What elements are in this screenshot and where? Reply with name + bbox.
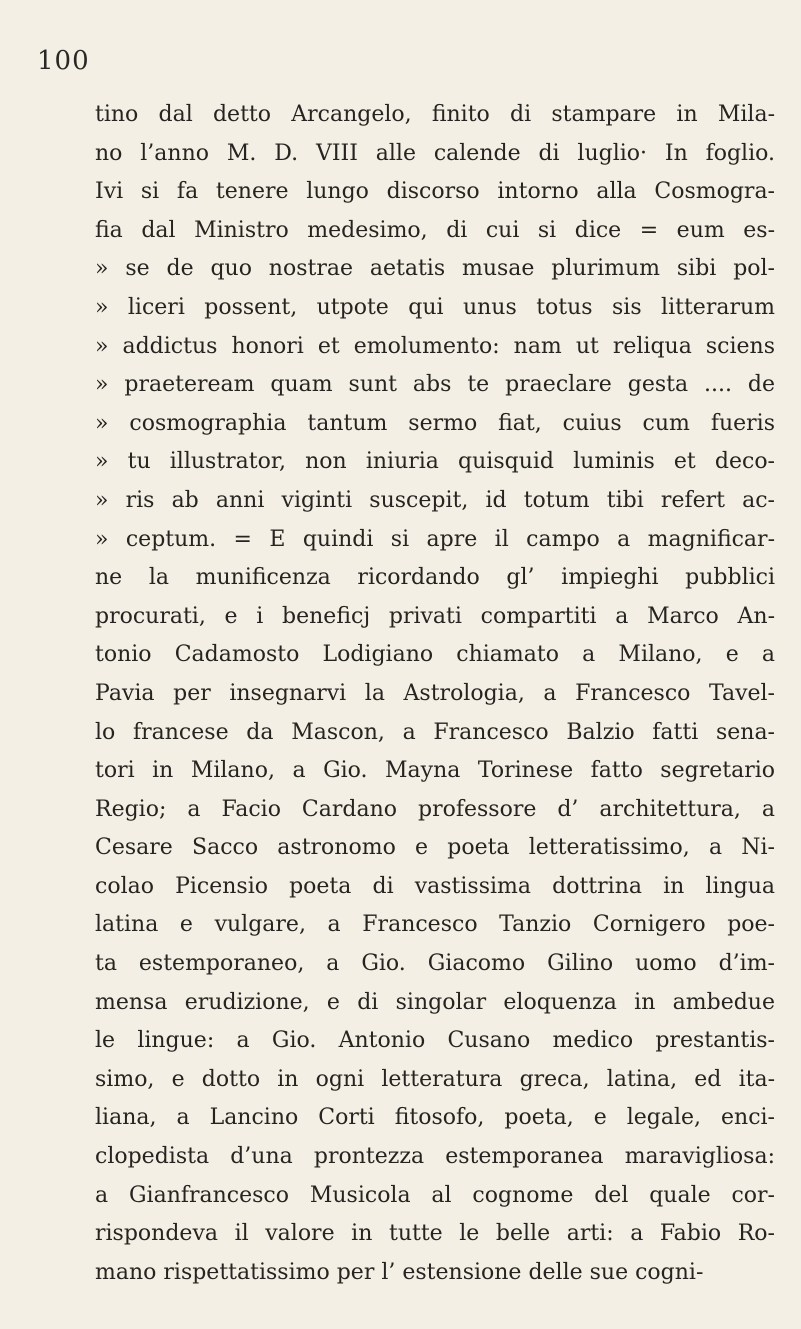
text-line: no l’anno M. D. VIII alle calende di luglio· In foglio. <box>95 140 775 166</box>
text-line: mano rispettatissimo per l’ estensione delle sue cogni- <box>95 1259 704 1285</box>
text-line: colao Picensio poeta di vastissima dottrina in lingua <box>95 873 775 899</box>
text-line: lo francese da Mascon, a Francesco Balzio fatti sena- <box>95 719 775 745</box>
text-line: procurati, e i beneficj privati compartiti a Marco An- <box>95 603 775 629</box>
text-line: a Gianfrancesco Musicola al cognome del quale cor- <box>95 1182 775 1208</box>
text-line: » ris ab anni viginti suscepit, id totum tibi refert ac- <box>95 487 775 513</box>
text-line: » tu illustrator, non iniuria quisquid luminis et deco- <box>95 449 775 475</box>
text-line: mensa erudizione, e di singolar eloquenza in ambedue <box>95 989 775 1015</box>
text-line: » se de quo nostrae aetatis musae plurimum sibi pol- <box>95 256 775 282</box>
text-line: tonio Cadamosto Lodigiano chiamato a Milano, e a <box>95 642 775 668</box>
text-line: » ceptum. = E quindi si apre il campo a magnificar- <box>95 526 775 552</box>
text-line: rispondeva il valore in tutte le belle arti: a Fabio Ro- <box>95 1221 775 1247</box>
text-line: » liceri possent, utpote qui unus totus sis litterarum <box>95 294 775 320</box>
text-line: le lingue: a Gio. Antonio Cusano medico prestantis- <box>95 1028 775 1054</box>
text-line: ta estemporaneo, a Gio. Giacomo Gilino uomo d’im- <box>95 951 775 977</box>
text-line: liana, a Lancino Corti fitosofo, poeta, e legale, enci- <box>95 1105 775 1131</box>
page-number: 100 <box>37 46 90 76</box>
text-line: » cosmographia tantum sermo fiat, cuius cum fueris <box>95 410 775 436</box>
text-line: Regio; a Facio Cardano professore d’ architettura, a <box>95 796 775 822</box>
text-line: » addictus honori et emolumento: nam ut reliqua sciens <box>95 333 775 359</box>
text-line: tino dal detto Arcangelo, finito di stampare in Mila- <box>95 102 775 127</box>
text-line: clopedista d’una prontezza estemporanea maravigliosa: <box>95 1144 775 1170</box>
text-line: Pavia per insegnarvi la Astrologia, a Francesco Tavel- <box>95 680 775 706</box>
text-line: Cesare Sacco astronomo e poeta letteratissimo, a Ni- <box>95 835 775 861</box>
text-line: Ivi si fa tenere lungo discorso intorno alla Cosmogra- <box>95 179 775 205</box>
body-text <box>95 96 775 1292</box>
text-line: simo, e dotto in ogni letteratura greca, latina, ed ita- <box>95 1066 775 1092</box>
text-line: latina e vulgare, a Francesco Tanzio Cornigero poe- <box>95 912 775 938</box>
text-line: fia dal Ministro medesimo, di cui si dice = eum es- <box>95 217 775 243</box>
text-line: » praeteream quam sunt abs te praeclare gesta .... de <box>95 372 775 398</box>
text-line: tori in Milano, a Gio. Mayna Torinese fatto segretario <box>95 758 775 784</box>
text-line: ne la munificenza ricordando gl’ impieghi pubblici <box>95 565 775 591</box>
